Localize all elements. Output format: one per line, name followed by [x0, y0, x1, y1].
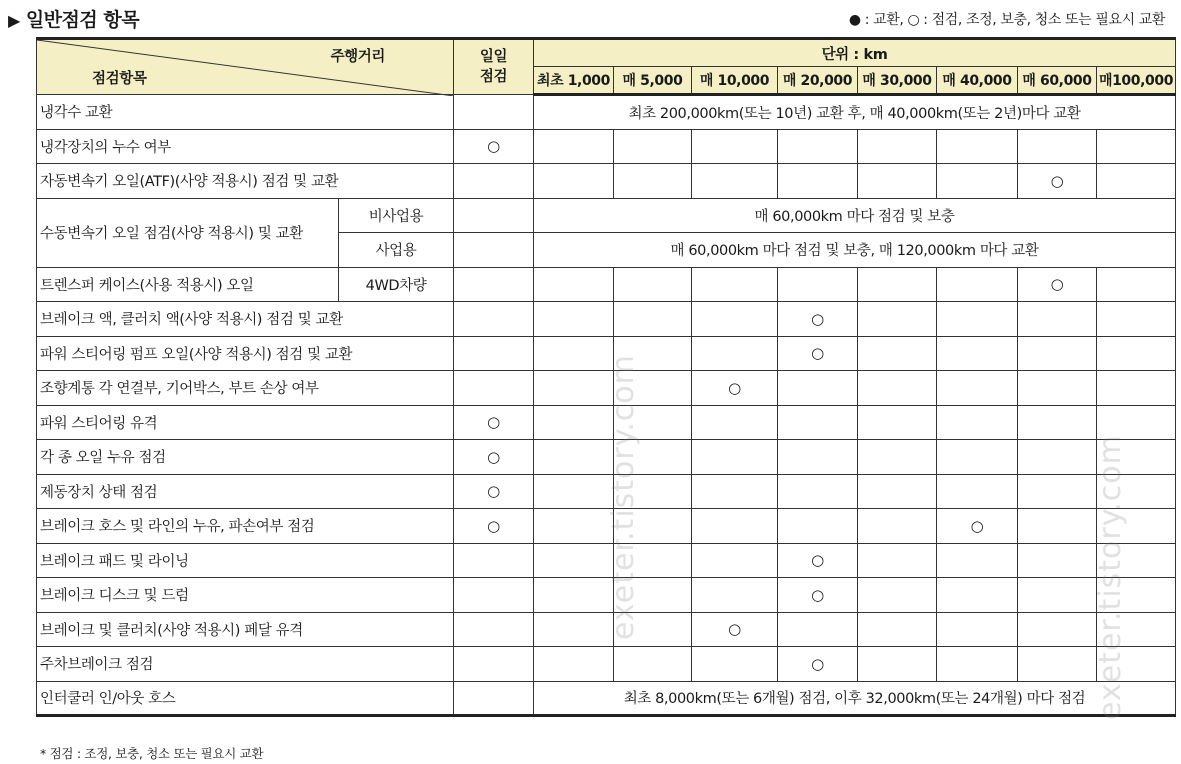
interval-cell	[692, 578, 778, 613]
interval-cell	[692, 647, 778, 682]
footnote: * 점검 : 조정, 보충, 청소 또는 필요시 교환	[40, 746, 264, 761]
interval-cell	[534, 543, 614, 578]
interval-cell	[778, 371, 858, 406]
interval-cell	[778, 440, 858, 475]
table-row	[37, 681, 1176, 716]
interval-cell	[858, 612, 937, 647]
daily-check-cell: ○	[454, 405, 534, 440]
item-label: 냉각장치의 누수 여부	[37, 129, 454, 164]
item-label: 각 종 오일 누유 점검	[37, 440, 454, 475]
item-label: 트렌스퍼 케이스(사용 적용시) 오일	[37, 267, 339, 302]
interval-cell	[1097, 164, 1176, 199]
interval-cell	[534, 267, 614, 302]
table-row	[37, 267, 1176, 302]
interval-cell	[1097, 371, 1176, 406]
interval-cell	[1018, 336, 1097, 371]
interval-note: 매 60,000km 마다 점검 및 보충	[534, 198, 1176, 233]
interval-cell	[858, 405, 937, 440]
interval-cell	[534, 302, 614, 337]
interval-cell: ○	[778, 336, 858, 371]
interval-cell	[614, 302, 692, 337]
interval-cell	[778, 474, 858, 509]
interval-cell	[692, 129, 778, 164]
interval-cell	[692, 509, 778, 544]
header-interval: 매100,000	[1097, 67, 1176, 95]
daily-check-cell	[454, 681, 534, 716]
interval-note: 최초 8,000km(또는 6개월) 점검, 이후 32,000km(또는 24개월) 마다 점검	[534, 681, 1176, 716]
interval-cell	[692, 405, 778, 440]
watermark: exeter.tistory.com	[606, 354, 641, 640]
header-interval: 매 5,000	[614, 67, 692, 95]
interval-cell	[1097, 129, 1176, 164]
table-row	[37, 164, 1176, 199]
interval-cell	[1018, 129, 1097, 164]
interval-cell	[937, 302, 1018, 337]
table-row	[37, 95, 1176, 130]
item-label: 냉각수 교환	[37, 95, 454, 130]
item-label: 브레이크 디스크 및 드럼	[37, 578, 454, 613]
interval-cell	[937, 405, 1018, 440]
item-label: 브레이크 및 클러치(사양 적용시) 페달 유격	[37, 612, 454, 647]
interval-cell	[858, 129, 937, 164]
interval-cell: ○	[937, 509, 1018, 544]
triangle-bullet-icon: ▶	[8, 11, 20, 30]
interval-cell	[937, 474, 1018, 509]
interval-cell	[1018, 474, 1097, 509]
header-interval: 최초 1,000	[534, 67, 614, 95]
interval-cell	[858, 164, 937, 199]
interval-cell	[692, 543, 778, 578]
interval-cell	[692, 164, 778, 199]
item-label: 파워 스티어링 유격	[37, 405, 454, 440]
table-row	[37, 302, 1176, 337]
interval-cell	[534, 440, 614, 475]
section-title	[8, 5, 139, 32]
interval-cell	[1018, 509, 1097, 544]
section-title-text: 일반점검 항목	[25, 9, 140, 31]
interval-cell	[858, 543, 937, 578]
interval-cell	[1018, 612, 1097, 647]
interval-cell	[778, 164, 858, 199]
interval-cell	[692, 440, 778, 475]
interval-cell	[534, 509, 614, 544]
interval-cell	[614, 164, 692, 199]
header-diagonal-cell	[37, 39, 454, 95]
header-interval: 매 20,000	[778, 67, 858, 95]
daily-check-cell: ○	[454, 129, 534, 164]
daily-check-cell: ○	[454, 474, 534, 509]
header-interval: 매 40,000	[937, 67, 1018, 95]
interval-cell	[1097, 267, 1176, 302]
interval-cell	[778, 612, 858, 647]
interval-note: 매 60,000km 마다 점검 및 보충, 매 120,000km 마다 교환	[534, 233, 1176, 268]
interval-cell	[858, 474, 937, 509]
header-daily: 일일 점검	[454, 39, 534, 95]
interval-cell	[1097, 302, 1176, 337]
interval-cell	[534, 371, 614, 406]
interval-cell	[937, 612, 1018, 647]
interval-cell	[614, 647, 692, 682]
daily-check-cell: ○	[454, 440, 534, 475]
interval-cell	[614, 129, 692, 164]
item-label: 브레이크 패드 및 라이닝	[37, 543, 454, 578]
interval-cell	[534, 164, 614, 199]
daily-check-cell	[454, 647, 534, 682]
item-label: 자동변속기 오일(ATF)(사양 적용시) 점검 및 교환	[37, 164, 454, 199]
header-unit: 단위 : km	[534, 39, 1176, 67]
header-interval: 매 30,000	[858, 67, 937, 95]
header-interval: 매 10,000	[692, 67, 778, 95]
interval-cell	[534, 612, 614, 647]
interval-cell	[614, 267, 692, 302]
interval-cell	[858, 371, 937, 406]
interval-cell: ○	[778, 578, 858, 613]
interval-cell	[937, 543, 1018, 578]
interval-cell	[534, 647, 614, 682]
interval-cell	[858, 302, 937, 337]
daily-check-cell	[454, 543, 534, 578]
daily-check-cell	[454, 164, 534, 199]
interval-cell	[858, 578, 937, 613]
interval-cell: ○	[1018, 164, 1097, 199]
interval-cell	[858, 509, 937, 544]
interval-cell	[858, 440, 937, 475]
header-interval: 매 60,000	[1018, 67, 1097, 95]
interval-cell	[858, 336, 937, 371]
header-item: 점검항목	[92, 71, 147, 87]
interval-cell	[692, 302, 778, 337]
interval-cell	[937, 647, 1018, 682]
table-row	[37, 198, 1176, 233]
item-label: 파워 스티어링 펌프 오일(사양 적용시) 점검 및 교환	[37, 336, 454, 371]
interval-cell	[692, 336, 778, 371]
interval-cell	[858, 267, 937, 302]
interval-cell	[937, 129, 1018, 164]
interval-cell	[1018, 371, 1097, 406]
interval-cell	[534, 474, 614, 509]
interval-cell	[692, 474, 778, 509]
interval-cell	[534, 578, 614, 613]
item-condition: 사업용	[339, 233, 454, 268]
item-label: 수동변속기 오일 점검(사양 적용시) 및 교환	[37, 198, 339, 267]
interval-cell	[534, 129, 614, 164]
daily-check-cell	[454, 95, 534, 130]
item-label: 제동장치 상태 점검	[37, 474, 454, 509]
interval-cell	[1018, 647, 1097, 682]
interval-cell	[937, 440, 1018, 475]
interval-cell: ○	[692, 371, 778, 406]
interval-cell	[534, 336, 614, 371]
item-label: 조향계통 각 연결부, 기어박스, 부트 손상 여부	[37, 371, 454, 406]
daily-check-cell	[454, 302, 534, 337]
interval-cell	[937, 267, 1018, 302]
item-label: 인터쿨러 인/아웃 호스	[37, 681, 454, 716]
item-label: 브레이크 액, 클러치 액(사양 적용시) 점검 및 교환	[37, 302, 454, 337]
interval-cell	[778, 405, 858, 440]
interval-cell: ○	[1018, 267, 1097, 302]
daily-check-cell	[454, 233, 534, 268]
interval-cell	[1018, 440, 1097, 475]
daily-check-cell	[454, 371, 534, 406]
interval-note: 최초 200,000km(또는 10년) 교환 후, 매 40,000km(또는 2년)마다 교환	[534, 95, 1176, 130]
daily-check-cell	[454, 267, 534, 302]
daily-check-cell: ○	[454, 509, 534, 544]
interval-cell: ○	[778, 302, 858, 337]
item-label: 주차브레이크 점검	[37, 647, 454, 682]
interval-cell	[937, 371, 1018, 406]
interval-cell: ○	[778, 543, 858, 578]
interval-cell	[778, 267, 858, 302]
interval-cell	[937, 578, 1018, 613]
interval-cell	[1018, 405, 1097, 440]
item-condition: 비사업용	[339, 198, 454, 233]
table-row	[37, 129, 1176, 164]
interval-cell	[1097, 336, 1176, 371]
interval-cell	[1018, 543, 1097, 578]
interval-cell: ○	[778, 647, 858, 682]
item-condition: 4WD차량	[339, 267, 454, 302]
interval-cell: ○	[692, 612, 778, 647]
interval-cell	[778, 129, 858, 164]
table-row	[37, 647, 1176, 682]
header-distance: 주행거리	[330, 49, 385, 65]
interval-cell	[937, 164, 1018, 199]
interval-cell	[534, 405, 614, 440]
daily-check-cell	[454, 198, 534, 233]
watermark: exeter.tistory.com	[1093, 434, 1128, 720]
daily-check-cell	[454, 612, 534, 647]
interval-cell	[858, 647, 937, 682]
interval-cell	[1018, 578, 1097, 613]
interval-cell	[937, 336, 1018, 371]
item-label: 브레이크 호스 및 라인의 누유, 파손여부 점검	[37, 509, 454, 544]
interval-cell	[778, 509, 858, 544]
interval-cell	[692, 267, 778, 302]
legend: ● : 교환, ○ : 점검, 조정, 보충, 청소 또는 필요시 교환	[848, 12, 1165, 28]
daily-check-cell	[454, 336, 534, 371]
daily-check-cell	[454, 578, 534, 613]
interval-cell	[1018, 302, 1097, 337]
